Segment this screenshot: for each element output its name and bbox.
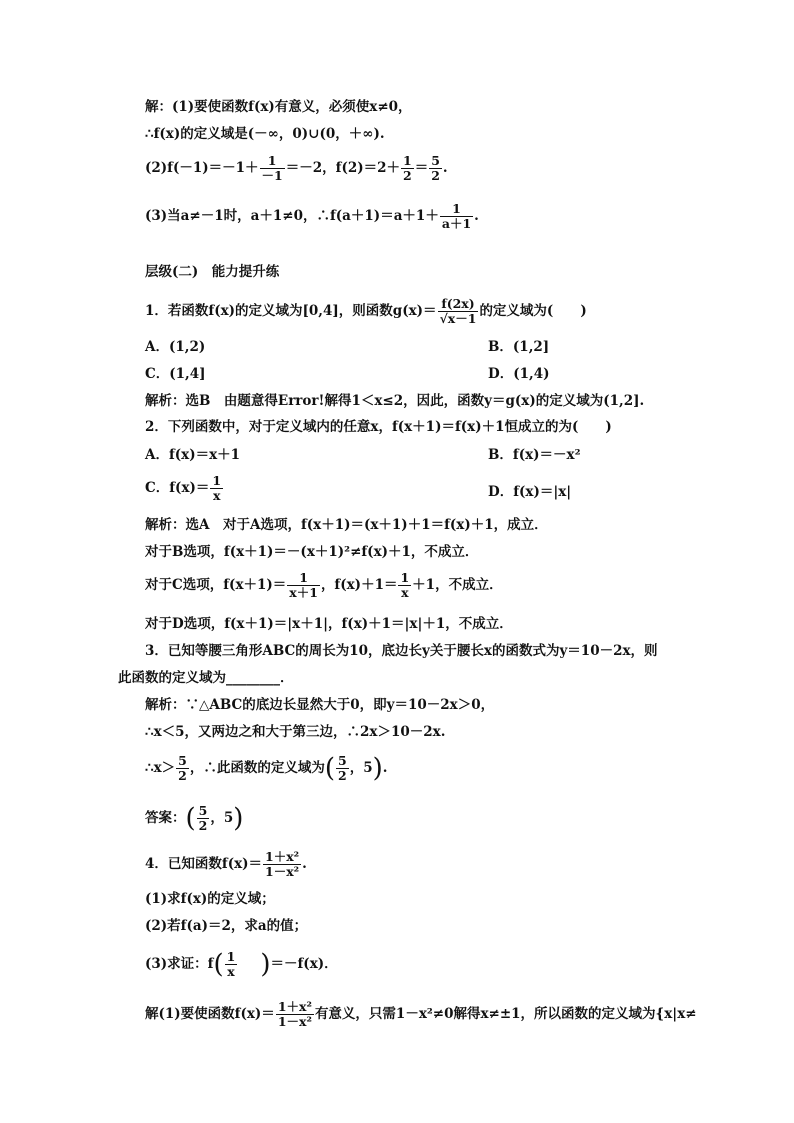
right-paren: ): [372, 753, 383, 784]
question-3-cont: [118, 669, 294, 687]
text: 解析：选B 由题意得Error!解得1＜x≤2，因此，函数y＝g(x)的定义域为(1,2].: [145, 393, 645, 409]
numerator: 1: [440, 202, 473, 217]
left-paren: (: [324, 753, 335, 784]
text: 3．已知等腰三角形ABC的周长为10，底边长y关于腰长x的函数式为y＝10－2x，则: [145, 643, 658, 659]
fraction: [287, 571, 320, 600]
option-b: B．f(x)＝－x²: [488, 447, 581, 463]
text: ∴x＞: [145, 760, 176, 776]
right-paren: ): [260, 949, 271, 980]
denominator: 2: [198, 818, 208, 833]
fraction: [260, 154, 285, 183]
text: (3)求证：f: [145, 956, 214, 972]
right-paren: ): [233, 803, 244, 834]
text: (2)f(－1)＝－1＋: [145, 160, 259, 176]
text: 对于D选项，f(x＋1)＝|x＋1|，f(x)＋1＝|x|＋1，不成立．: [145, 616, 513, 632]
text: 层级(二) 能力提升练: [145, 264, 280, 280]
numerator: 5: [338, 753, 347, 768]
denominator: x: [213, 488, 221, 503]
solution-line: [145, 98, 412, 116]
answer-line: [145, 696, 494, 714]
numerator: 1: [403, 153, 412, 168]
fraction: [398, 571, 411, 600]
option-a: A．f(x)＝x＋1: [145, 447, 241, 463]
denominator: 2: [178, 768, 187, 783]
denominator: 2: [403, 168, 412, 183]
text: 解析：选A 对于A选项，f(x＋1)＝(x＋1)＋1＝f(x)＋1，成立．: [145, 517, 548, 533]
left-paren: (: [185, 803, 196, 834]
fraction: [401, 154, 414, 183]
answer-line: [145, 754, 387, 783]
text: ＝: [414, 160, 429, 176]
text: 1．若函数f(x)的定义域为[0,4]，则函数g(x)＝: [145, 303, 437, 319]
text: ，5: [210, 810, 234, 826]
fraction: [210, 474, 223, 503]
text: 答案：: [145, 810, 186, 826]
answer-line: [145, 516, 548, 534]
denominator: 2: [338, 768, 347, 783]
text: 解析：∵△ABC的底边长显然大于0，即y＝10－2x＞0，: [145, 697, 495, 713]
question-3: [145, 642, 658, 660]
numerator: 1＋x²: [265, 849, 300, 864]
answer-line: [145, 723, 445, 741]
text: ∴f(x)的定义域是(－∞，0)∪(0，＋∞).: [145, 126, 385, 142]
text: ＋1，不成立．: [412, 577, 503, 593]
numerator: 1: [260, 154, 285, 169]
denominator: 2: [431, 168, 440, 183]
option-row: [145, 446, 581, 464]
fraction: [440, 202, 473, 231]
fraction: [197, 804, 210, 833]
numerator: 5: [431, 153, 440, 168]
numerator: 1: [226, 949, 236, 964]
section-heading: [145, 263, 279, 281]
denominator: x: [227, 964, 235, 979]
option-c: C．f(x)＝: [145, 480, 210, 496]
sub-question: [145, 890, 275, 908]
text: (1)求f(x)的定义域；: [145, 891, 275, 907]
option-row: [145, 365, 550, 383]
sub-question: [145, 917, 307, 935]
option-d: D．f(x)＝|x|: [488, 484, 572, 500]
answer-line: [145, 543, 478, 561]
text: ＝－2，f(2)＝2＋: [285, 160, 401, 176]
fraction: [429, 154, 442, 183]
denominator: √x－1: [439, 311, 477, 326]
text: 对于B选项，f(x＋1)＝－(x＋1)²≠f(x)＋1，不成立．: [145, 544, 479, 560]
text: .: [382, 760, 388, 776]
text: ，∴此函数的定义域为: [189, 760, 325, 776]
fraction: [438, 297, 479, 326]
denominator: 1－x²: [277, 1014, 312, 1029]
denominator: x＋1: [289, 585, 318, 600]
numerator: 1＋x²: [277, 999, 312, 1014]
text: .: [302, 856, 307, 872]
numerator: 1: [212, 473, 222, 488]
question-2: [145, 418, 612, 436]
numerator: f(2x): [438, 297, 479, 312]
denominator: a＋1: [441, 216, 472, 231]
text: .: [474, 208, 479, 224]
text: 解(1)要使函数f(x)＝: [145, 1006, 275, 1022]
denominator: x: [401, 585, 409, 600]
fraction: [263, 850, 301, 879]
option-row: [145, 338, 550, 356]
text: 有意义，只需1－x²≠0解得x≠±1，所以函数的定义域为{x|x≠: [314, 1006, 697, 1022]
left-paren: (: [213, 949, 224, 980]
fraction: [336, 754, 349, 783]
answer-line: [145, 804, 243, 833]
numerator: 1: [287, 571, 320, 586]
text: (3)当a≠－1时，a＋1≠0，∴f(a＋1)＝a＋1＋: [145, 208, 439, 224]
sub-question: [145, 950, 338, 979]
option-d: D．(1,4): [488, 366, 550, 382]
solution-line: [145, 125, 385, 143]
fraction: [225, 950, 238, 979]
denominator: 1－x²: [265, 864, 300, 879]
question-4: [145, 850, 307, 879]
option-row: [145, 473, 572, 503]
numerator: 5: [198, 803, 208, 818]
text: ＝－f(x)．: [270, 956, 338, 972]
option-c: C．(1,4]: [145, 366, 206, 382]
answer-line: [145, 1000, 697, 1029]
solution-line: [145, 202, 479, 231]
text: 4．已知函数f(x)＝: [145, 856, 263, 872]
text: ，f(x)＋1＝: [320, 577, 398, 593]
numerator: 5: [178, 753, 187, 768]
option-b: B．(1,2]: [488, 339, 550, 355]
option-a: A．(1,2): [145, 339, 206, 355]
text: 此函数的定义域为________．: [118, 670, 294, 686]
text: 2．下列函数中，对于定义域内的任意x，f(x＋1)＝f(x)＋1恒成立的为( ): [145, 419, 612, 435]
answer-line: [145, 571, 503, 600]
denominator: －1: [261, 168, 283, 183]
answer-line: [145, 392, 644, 410]
text: 解：(1)要使函数f(x)有意义，必须使x≠0，: [145, 99, 412, 115]
answer-line: [145, 615, 513, 633]
numerator: 1: [400, 570, 410, 585]
solution-line: [145, 154, 448, 183]
fraction: [176, 754, 189, 783]
text: ∴x＜5，又两边之和大于第三边，∴2x＞10－2x.: [145, 724, 446, 740]
text: 对于C选项，f(x＋1)＝: [145, 577, 287, 593]
question-1: [145, 297, 587, 326]
text: ，5: [349, 760, 373, 776]
text: .: [442, 160, 448, 176]
text: (2)若f(a)＝2，求a的值；: [145, 918, 308, 934]
fraction: [276, 1000, 314, 1029]
text: 的定义域为( ): [479, 303, 587, 319]
